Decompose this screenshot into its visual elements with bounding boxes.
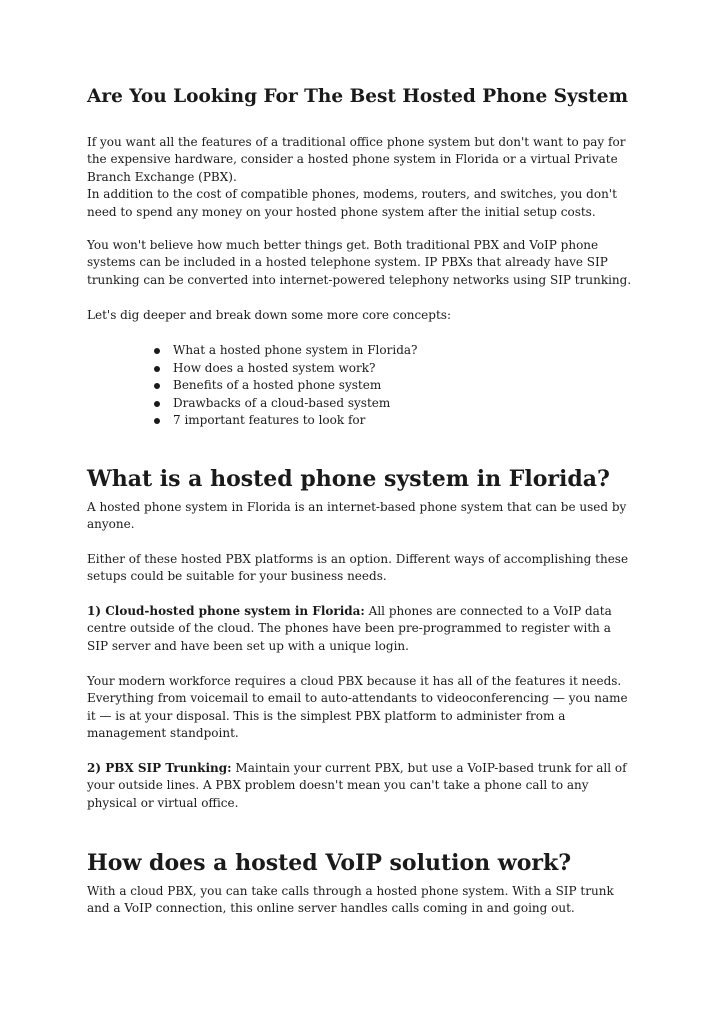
list-item: How does a hosted system work? <box>151 360 417 378</box>
document-title: Are You Looking For The Best Hosted Phone System <box>87 86 629 107</box>
section-heading-how-voip-works: How does a hosted VoIP solution work? <box>87 850 572 876</box>
intro-paragraph-2: You won't believe how much better things get. Both traditional PBX and VoIP phone systems can be included in a hosted telephone system. IP PBXs that already have SIP trunking can be converted into internet-powered telephony networks using SIP trunking. <box>87 238 632 287</box>
bullet-icon <box>154 348 160 354</box>
bullet-icon <box>154 366 160 372</box>
section1-paragraph-3: Your modern workforce requires a cloud PBX because it has all of the features it needs. Everything from voicemail to email to auto-attendants to videoconferencing — you name it — is at your disposal. This is the simplest PBX platform to administer from a management standpoint. <box>87 674 628 741</box>
list-item: Benefits of a hosted phone system <box>151 377 417 395</box>
section1-paragraph-2: Either of these hosted PBX platforms is an option. Different ways of accomplishing these setups could be suitable for your business needs. <box>87 552 629 584</box>
intro-paragraph-3: Let's dig deeper and break down some more core concepts: <box>87 308 451 322</box>
list-item: What a hosted phone system in Florida? <box>151 342 417 360</box>
bullet-icon <box>154 383 160 389</box>
section1-item-1 <box>87 603 635 655</box>
intro-text-1b: In addition to the cost of compatible phones, modems, routers, and switches, you don't need to spend any money on your hosted phone system after the initial setup costs. <box>87 187 617 219</box>
item-1-text: All phones are connected to a VoIP data centre outside of the cloud. The phones have been pre-programmed to register with a SIP server and have been set up with a unique login. <box>87 604 612 653</box>
list-item: Drawbacks of a cloud-based system <box>151 395 417 413</box>
item-2-label: 2) PBX SIP Trunking: <box>87 761 232 775</box>
bullet-icon <box>154 418 160 424</box>
section-heading-hosted-phone-system: What is a hosted phone system in Florida? <box>87 466 610 492</box>
item-1-label: 1) Cloud-hosted phone system in Florida: <box>87 604 365 618</box>
section2-paragraph-1: With a cloud PBX, you can take calls through a hosted phone system. With a SIP trunk and a VoIP connection, this online server handles calls coming in and going out. <box>87 884 614 916</box>
section1-paragraph-1: A hosted phone system in Florida is an internet-based phone system that can be used by anyone. <box>87 500 627 532</box>
item-2-text: Maintain your current PBX, but use a VoIP-based trunk for all of your outside lines. A PBX problem doesn't mean you can't take a phone call to any physical or virtual office. <box>87 761 627 810</box>
intro-text-1: If you want all the features of a traditional office phone system but don't want to pay for the expensive hardware, consider a hosted phone system in Florida or a virtual Private Branch Exchange (PBX). <box>87 135 626 184</box>
intro-paragraph-1 <box>87 134 635 221</box>
concepts-list <box>151 342 417 430</box>
list-item: 7 important features to look for <box>151 412 417 430</box>
section1-item-2 <box>87 760 635 812</box>
bullet-icon <box>154 401 160 407</box>
